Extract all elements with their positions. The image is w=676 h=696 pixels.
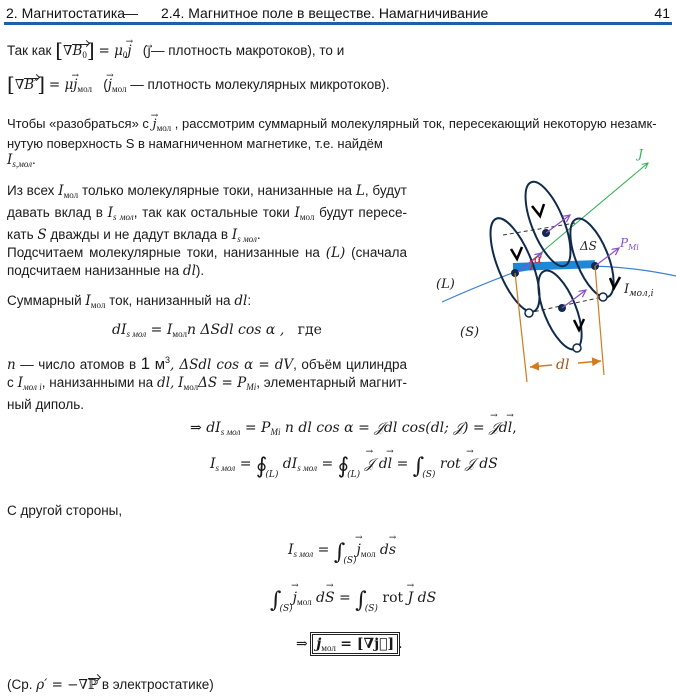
paragraph-total-current	[7, 292, 251, 314]
dl-symbol: dl,	[157, 375, 175, 391]
subscript: мол	[90, 300, 106, 310]
vector-J: → 𝒥	[489, 420, 499, 436]
text: м	[154, 356, 165, 373]
equation: ρ′ = −∇	[36, 677, 88, 693]
text: , нанизанными на	[41, 375, 154, 390]
contour-integral-icon: ∮	[255, 454, 268, 479]
vector-l: → l	[388, 456, 392, 472]
text: .	[32, 152, 36, 167]
subscript: мол	[297, 597, 312, 607]
page-header	[6, 3, 670, 23]
implies-icon: ⇒	[190, 420, 202, 436]
subscript: s мол	[237, 234, 257, 244]
subscript: Mi	[270, 427, 281, 437]
subscript: мол	[299, 212, 315, 222]
subscript: s мол	[126, 329, 147, 339]
subscript: Mi	[246, 382, 257, 392]
paragraph-macro-currents	[7, 38, 345, 64]
I-symbol: I	[231, 227, 238, 243]
text: ).	[195, 263, 205, 278]
equals: =	[321, 456, 334, 472]
I-symbol: I	[107, 205, 114, 221]
vector-j: → j	[357, 542, 361, 558]
text: только молекулярные токи, нанизанные на	[81, 183, 353, 198]
vector-J: → 𝒥	[365, 456, 375, 472]
subscript: s мол	[220, 427, 241, 437]
loop-hollow-dot	[573, 344, 581, 352]
paragraph-count-currents	[7, 244, 407, 280]
text: Так как	[7, 43, 52, 58]
text: dS	[479, 456, 498, 472]
vector-S: → S	[325, 590, 335, 606]
dipole-arrow	[562, 290, 586, 308]
text: 1	[140, 354, 151, 373]
j-mol: → j	[108, 77, 112, 94]
text: , рассмотрим суммарный молекулярный ток, пересекающий некоторую незамк-	[174, 116, 657, 131]
subscript: мол i	[22, 382, 42, 392]
equation-stokes: $\int_{(S)}\to j_{мол}$ $d\to S = \int_{(S)}$ rot → J dS	[270, 588, 436, 614]
paragraph-threaded-currents	[7, 182, 407, 248]
current-arrow-icon	[511, 247, 522, 259]
I-symbol: I	[85, 293, 91, 309]
page-number: 41	[654, 5, 670, 21]
note: (j⃗— плотность макротоков), то и	[142, 43, 345, 58]
boxed-result	[312, 634, 398, 654]
rot: rot	[382, 590, 404, 606]
bracket: ]	[86, 38, 95, 62]
d: d	[498, 420, 508, 436]
current-arrow-icon	[610, 277, 620, 288]
d: d	[379, 542, 389, 558]
I-symbol: I	[210, 456, 216, 472]
equation-rhs: = $\mu_0\to j$	[98, 43, 131, 59]
equation-dI	[112, 322, 322, 339]
text: Суммарный	[7, 293, 82, 308]
paragraph-micro-currents	[7, 72, 390, 98]
equals: =	[396, 456, 409, 472]
equals: =	[239, 456, 252, 472]
equation-rhs: = $\mu\to j_{мол}$	[49, 77, 92, 93]
subscript: s мол	[113, 212, 134, 222]
loop-hollow-dot	[525, 309, 533, 317]
rhs: n ΔSdl cos α ,	[186, 322, 285, 338]
dl-arrow	[578, 361, 601, 363]
label-dl: dl	[556, 357, 570, 373]
dl-symbol: dl	[234, 293, 248, 309]
I-symbol: I	[294, 205, 300, 221]
contour-integral-icon: ∮	[337, 454, 350, 479]
bracket: [	[55, 38, 64, 62]
chapter-title: 2. Магнитостатика	[6, 5, 126, 21]
text: , будут давать вклад в	[7, 183, 407, 220]
equation-result	[296, 636, 403, 653]
label-alpha: α	[534, 252, 543, 266]
dl-symbol: dl	[182, 263, 196, 279]
I-symbol: I	[17, 375, 23, 391]
text: где	[297, 322, 322, 338]
I-symbol: I	[58, 183, 64, 199]
j-mol: → j	[153, 117, 157, 133]
subscript: мол	[111, 84, 127, 94]
subscript: s мол	[215, 463, 236, 473]
text: (сначала подсчитаем нанизанные на	[7, 245, 407, 278]
text: , объём цилиндра с	[7, 357, 407, 390]
equation-I-surface: $I_{s мол} = \int_{(S)}\to j_{мол}$ d→ s	[288, 540, 396, 566]
vector-B0: $B_0$	[72, 43, 86, 64]
subscript: мол	[183, 382, 199, 392]
dl-arrow	[530, 365, 552, 367]
text: — число атомов в	[20, 357, 137, 372]
vector-j: → j	[293, 590, 297, 606]
text: , так как остальные токи	[133, 205, 290, 220]
text: , элементарный магнит-ный диполь.	[7, 375, 407, 412]
limit: (L)	[265, 470, 279, 480]
loop-hollow-dot	[599, 293, 607, 301]
label-PMi: $P_{Mi}$	[620, 236, 639, 252]
label-J: J	[638, 147, 643, 161]
I-symbol: I	[166, 322, 173, 338]
L-symbol: (L)	[325, 245, 346, 261]
paragraph-other-side: С другой стороны,	[7, 503, 123, 518]
integral-icon: ∫	[270, 588, 282, 613]
L-symbol: L	[355, 183, 365, 199]
rhs: = [∇j⃗]	[340, 636, 395, 652]
vector-l: → l	[508, 420, 512, 436]
label-deltaS: ΔS	[580, 239, 597, 253]
equation-I-integral	[210, 454, 498, 480]
limit: (S)	[364, 604, 378, 614]
bracket: [	[7, 72, 15, 96]
text: дважды и не дадут вклада в	[50, 227, 229, 242]
vector-s: → s	[389, 542, 396, 558]
d: d	[378, 456, 388, 472]
limit: (S)	[343, 556, 357, 566]
equals: =	[150, 322, 167, 338]
limit: (S)	[422, 470, 436, 480]
text: .	[256, 227, 261, 242]
limit: (S)	[279, 604, 293, 614]
I-symbol: I	[178, 375, 184, 391]
note: — плотность молекулярных микротоков).	[130, 77, 390, 92]
paragraph-comparison	[7, 676, 214, 694]
label-S: (S)	[460, 325, 480, 340]
subscript: s мол	[293, 549, 314, 559]
vector-J: → J	[408, 590, 414, 606]
integral-icon: ∫	[333, 540, 346, 565]
lhs: dI	[112, 322, 127, 338]
paragraph-definitions	[7, 352, 407, 413]
text: = P	[244, 420, 271, 436]
text: Из всех	[7, 183, 55, 198]
integral-icon: ∫	[412, 454, 425, 479]
text: нутую поверхность S в намагниченном магнетике, т.е. найдём	[7, 136, 383, 151]
subscript: s мол	[297, 463, 317, 473]
header-rule	[4, 22, 672, 25]
text: ток, нанизанный на	[109, 293, 231, 308]
dl-boundary	[595, 266, 604, 375]
current-arrow-icon	[574, 319, 584, 330]
current-arrow-icon	[532, 204, 544, 216]
equation-dI-J	[190, 420, 517, 437]
equation: ΔS = P	[198, 375, 247, 391]
current-loop	[516, 176, 579, 271]
label-I-mol-i: $I_{мол,i}$	[624, 282, 654, 299]
d: d	[316, 590, 326, 606]
text: ,	[512, 420, 517, 436]
implies-icon: ⇒	[296, 636, 308, 652]
subscript: мол	[360, 549, 376, 559]
paren: (	[103, 77, 108, 92]
rot: rot	[439, 456, 461, 472]
vector-B-prime: B′	[24, 77, 38, 93]
text: будут пересе-кать	[7, 205, 407, 242]
bracket: ]	[37, 72, 46, 96]
I-symbol: I	[7, 152, 13, 168]
figure-molecular-currents	[420, 147, 676, 390]
integral-icon: ∫	[355, 588, 367, 613]
section-title: 2.4. Магнитное поле в веществе. Намагничивание	[161, 5, 489, 21]
vector-J: → 𝒥	[465, 456, 475, 472]
text: n dl cos α = 𝒥dl cos(dl; 𝒥) =	[284, 420, 485, 436]
text: (Ср.	[7, 677, 33, 692]
superscript: 3	[165, 355, 171, 365]
I-symbol: I	[288, 542, 294, 558]
header-separator: —	[124, 5, 138, 21]
dl-boundary	[515, 273, 527, 382]
text: Подсчитаем молекулярные токи, нанизанные на	[7, 245, 320, 260]
n-symbol: n	[7, 357, 16, 373]
text: :	[247, 293, 252, 308]
nabla: ∇	[63, 43, 73, 59]
text: dS	[417, 590, 437, 606]
text: в электростатике)	[101, 677, 214, 692]
subscript: мол	[172, 329, 187, 339]
S-symbol: S	[37, 227, 47, 243]
lhs: dI	[206, 420, 221, 436]
text: .	[398, 636, 403, 652]
label-L: (L)	[436, 277, 455, 292]
j-symbol: j	[316, 636, 322, 652]
limit: (L)	[347, 470, 361, 480]
subscript: мол	[321, 643, 336, 653]
text: dI	[282, 456, 298, 472]
subscript: мол	[156, 123, 172, 133]
equation: , ΔSdl cos α = dV	[170, 357, 294, 373]
subscript: s,мол	[12, 159, 33, 169]
subscript: мол	[63, 190, 79, 200]
text: Чтобы «разобраться» с	[7, 116, 149, 131]
vector-P: ℙ	[87, 677, 99, 693]
nabla: ∇	[14, 77, 25, 93]
